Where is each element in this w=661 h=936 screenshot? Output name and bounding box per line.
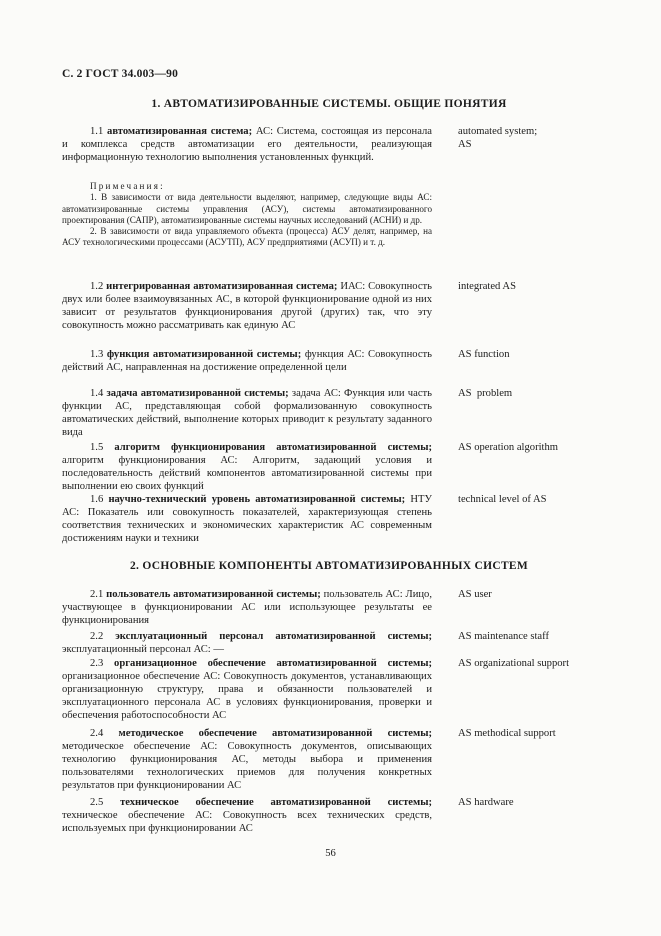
- term-1-3: 1.3 функция автоматизированной системы; функция АС: Совокупность действий АС, направленная на достижение определенной цели: [62, 349, 432, 374]
- term-1-4-english: AS problem: [458, 388, 513, 399]
- term-1-2-english: integrated AS: [458, 281, 516, 292]
- section-2-title: 2. ОСНОВНЫЕ КОМПОНЕНТЫ АВТОМАТИЗИРОВАННЫХ СИСТЕМ: [129, 560, 529, 572]
- term-2-1-english: AS user: [458, 589, 492, 600]
- term-1-6-english: technical level of AS: [458, 494, 547, 505]
- notes-block: [62, 181, 432, 249]
- term-1-3-english: AS function: [458, 349, 510, 360]
- term-2-2-english: AS maintenance staff: [458, 631, 549, 642]
- note-1: 1. В зависимости от вида деятельности выделяют, например, следующие виды АС: автоматизированные системы управления (АСУ), системы автоматизированного проектирования (САПР), автоматизированные системы научных исследований (АСНИ) и др.: [62, 192, 432, 225]
- term-1-2: 1.2 интегрированная автоматизированная система; ИАС: Совокупность двух или более взаимоувязанных АС, в которой функционирование одной из них зависит от результатов функционирования другой (других) так, что эту совокупность можно рассматривать как единую АС: [62, 281, 433, 332]
- term-2-3: 2.3 организационное обеспечение автоматизированной системы; организационное обеспечение АС: Совокупность документов, устанавливающих организационную структуру, права и обязанности пользователей и эксплуатационного персонала АС в условиях функционирования, проверки и обеспечения работоспособности АС: [62, 658, 432, 722]
- notes-heading: Примечания:: [90, 181, 165, 191]
- term-1-4: 1.4 задача автоматизированной системы; задача АС: Функция или часть функции АС, представляющая собой формализованную совокупность автоматических действий, выполнение которых приводит к результату заданного вида: [62, 388, 432, 439]
- page-number: 56: [325, 848, 336, 859]
- term-2-5-english: AS hardware: [458, 797, 514, 808]
- term-1-5: 1.5 алгоритм функционирования автоматизированной системы; алгоритм функционирования АС: Алгоритм, задающий условия и последовательность действий компонентов автоматизированной системы при выполнении ею своих функций: [62, 442, 432, 493]
- term-2-4: 2.4 методическое обеспечение автоматизированной системы; методическое обеспечение АС: Совокупность документов, описывающих технологию функционирования АС, методы выбора и применения пользователями технологических приемов для получения конкретных результатов при функционировании АС: [62, 728, 432, 792]
- document-header: С. 2 ГОСТ 34.003—90: [62, 68, 179, 80]
- section-1-title: 1. АВТОМАТИЗИРОВАННЫЕ СИСТЕМЫ. ОБЩИЕ ПОНЯТИЯ: [151, 98, 507, 110]
- term-2-5: 2.5 техническое обеспечение автоматизированной системы; техническое обеспечение АС: Совокупность всех технических средств, используемых при функционировании АС: [62, 797, 432, 835]
- term-1-1: 1.1 автоматизированная система; АС: Система, состоящая из персонала и комплекса средств автоматизации его деятельности, реализующая информационную технологию выполнения установленных функций.: [62, 126, 432, 164]
- note-2: 2. В зависимости от вида управляемого объекта (процесса) АСУ делят, например, на АСУ технологическими процессами (АСУТП), АСУ предприятиями (АСУП) и т. д.: [62, 226, 432, 248]
- term-1-6: 1.6 научно-технический уровень автоматизированной системы; НТУ АС: Показатель или совокупность показателей, характеризующая степень соответствия технических и экономических характеристик АС современным достижениям науки и техники: [62, 494, 432, 545]
- term-1-5-english: AS operation algorithm: [458, 442, 559, 453]
- term-2-3-english: AS organizational support: [458, 658, 570, 669]
- term-2-1: 2.1 пользователь автоматизированной системы; пользователь АС: Лицо, участвующее в функционировании АС или использующее результаты ее функционирования: [62, 589, 432, 627]
- term-2-2: 2.2 эксплуатационный персонал автоматизированной системы; эксплуатационный персонал АС: —: [62, 631, 432, 656]
- term-1-1-english: automated system; AS: [458, 126, 538, 151]
- term-2-4-english: AS methodical support: [458, 728, 556, 739]
